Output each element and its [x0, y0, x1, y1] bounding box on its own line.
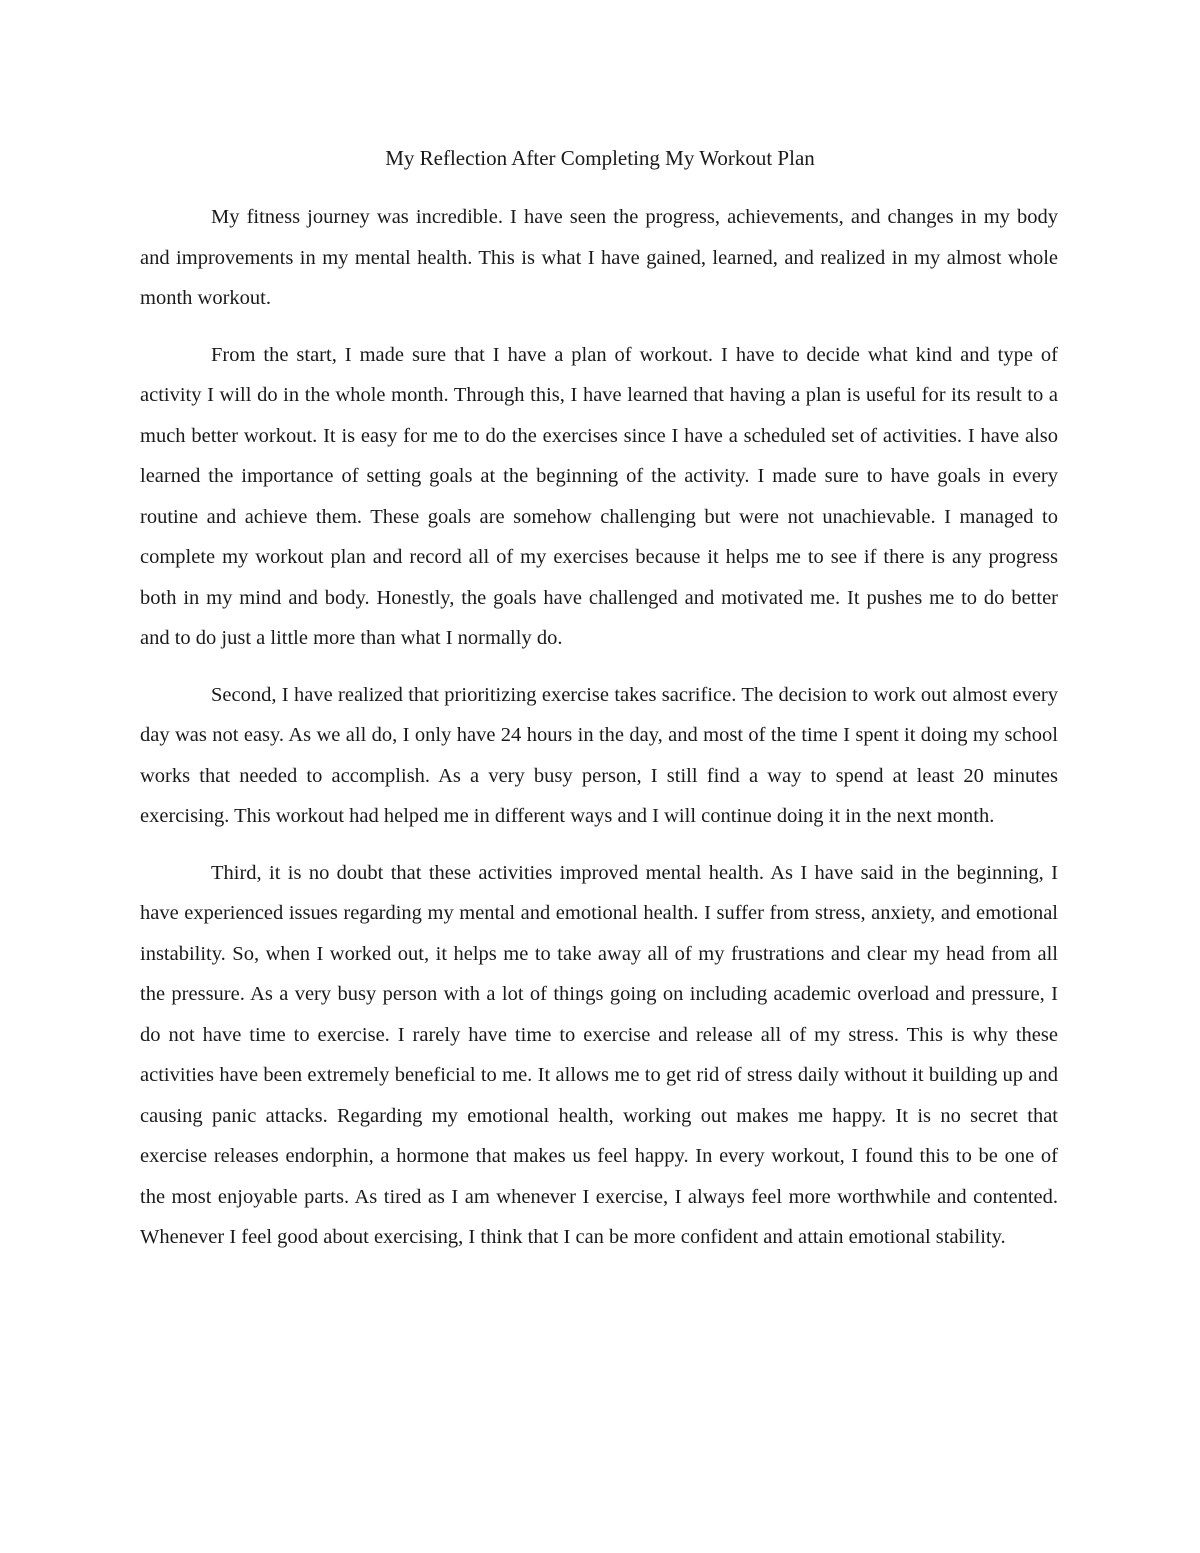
- document-body: [140, 197, 1058, 1274]
- paragraph-third: Third, it is no doubt that these activities improved mental health. As I have said in the beginning, I have experienced issues regarding my mental and emotional health. I suffer from stress, anxiety, and emotional instability. So, when I worked out, it helps me to take away all of my frustrations and clear my head from all the pressure. As a very busy person with a lot of things going on including academic overload and pressure, I do not have time to exercise. I rarely have time to exercise and release all of my stress. This is why these activities have been extremely beneficial to me. It allows me to get rid of stress daily without it building up and causing panic attacks. Regarding my emotional health, working out makes me happy. It is no secret that exercise releases endorphin, a hormone that makes us feel happy. In every workout, I found this to be one of the most enjoyable parts. As tired as I am whenever I exercise, I always feel more worthwhile and contented. Whenever I feel good about exercising, I think that I can be more confident and attain emotional stability.: [140, 861, 1058, 1248]
- paragraph-intro: My fitness journey was incredible. I have seen the progress, achievements, and changes in my body and improvements in my mental health. This is what I have gained, learned, and realized in my almost whole month workout.: [140, 206, 1058, 309]
- paragraph-second: Second, I have realized that prioritizing exercise takes sacrifice. The decision to work out almost every day was not easy. As we all do, I only have 24 hours in the day, and most of the time I spent it doing my school works that needed to accomplish. As a very busy person, I still find a way to spend at least 20 minutes exercising. This workout had helped me in different ways and I will continue doing it in the next month.: [140, 683, 1058, 827]
- paragraph-first: From the start, I made sure that I have a plan of workout. I have to decide what kind and type of activity I will do in the whole month. Through this, I have learned that having a plan is useful for its result to a much better workout. It is easy for me to do the exercises since I have a scheduled set of activities. I have also learned the importance of setting goals at the beginning of the activity. I made sure to have goals in every routine and achieve them. These goals are somehow challenging but were not unachievable. I managed to complete my workout plan and record all of my exercises because it helps me to see if there is any progress both in my mind and body. Honestly, the goals have challenged and motivated me. It pushes me to do better and to do just a little more than what I normally do.: [140, 343, 1058, 649]
- document-title: My Reflection After Completing My Workout Plan: [385, 146, 815, 170]
